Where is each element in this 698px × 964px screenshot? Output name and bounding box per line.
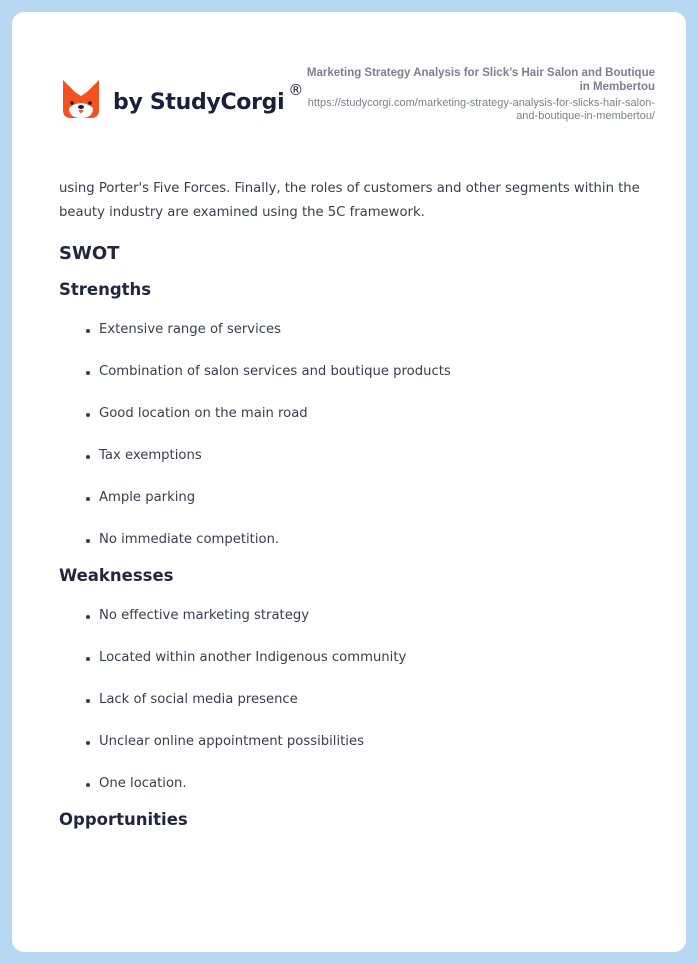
heading-strengths: Strengths	[59, 280, 152, 299]
bullet-icon	[86, 329, 90, 333]
heading-opportunities: Opportunities	[59, 810, 188, 829]
bullet-icon	[86, 615, 90, 619]
section-heading-swot: SWOT	[59, 243, 120, 264]
weaknesses-list	[59, 607, 659, 817]
list-item: Located within another Indigenous community	[99, 649, 659, 691]
list-item: One location.	[99, 775, 659, 817]
list-item: Ample parking	[99, 489, 659, 531]
intro-paragraph: using Porter's Five Forces. Finally, the roles of customers and other segments within the beauty industry are examined using the 5C framework.	[59, 181, 640, 220]
list-item: Tax exemptions	[99, 447, 659, 489]
bullet-icon	[86, 741, 90, 745]
bullet-icon	[86, 699, 90, 703]
brand-name: by StudyCorgi	[113, 89, 285, 115]
list-item: Unclear online appointment possibilities	[99, 733, 659, 775]
list-item: No immediate competition.	[99, 531, 659, 573]
document-url[interactable]: https://studycorgi.com/marketing-strategy-analysis-for-slicks-hair-salon-and-boutique-in-membertou/	[307, 97, 655, 122]
studycorgi-logo[interactable]	[61, 76, 303, 120]
list-item: No effective marketing strategy	[99, 607, 659, 649]
document-meta	[305, 66, 655, 123]
strengths-list	[59, 321, 659, 573]
list-item: Good location on the main road	[99, 405, 659, 447]
article-content	[59, 177, 659, 831]
heading-weaknesses: Weaknesses	[59, 566, 174, 585]
list-item: Extensive range of services	[99, 321, 659, 363]
corgi-logo-icon	[61, 76, 101, 120]
list-item: Lack of social media presence	[99, 691, 659, 733]
bullet-icon	[86, 413, 90, 417]
document-title: Marketing Strategy Analysis for Slick’s Hair Salon and Boutique in Membertou	[306, 67, 655, 93]
bullet-icon	[86, 497, 90, 501]
bullet-icon	[86, 455, 90, 459]
list-item: Combination of salon services and boutique products	[99, 363, 659, 405]
document-page	[12, 12, 686, 952]
registered-mark: ®	[288, 81, 304, 99]
bullet-icon	[86, 539, 90, 543]
bullet-icon	[86, 371, 90, 375]
bullet-icon	[86, 783, 90, 787]
bullet-icon	[86, 657, 90, 661]
